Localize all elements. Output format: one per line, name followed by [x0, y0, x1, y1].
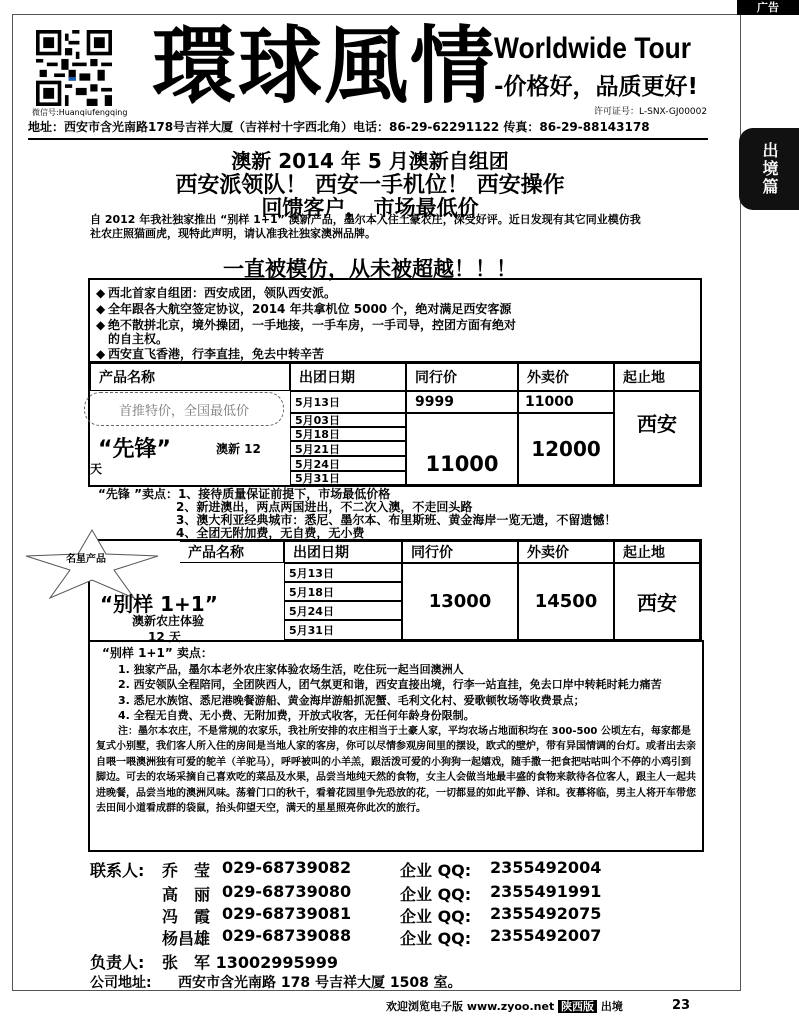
- retail-price: 12000: [518, 413, 614, 485]
- peer-price-special: 9999: [406, 391, 518, 413]
- footer-text[interactable]: 欢迎浏览电子版 www.zyoo.net: [386, 1000, 555, 1013]
- intro-text: 自 2012 年我社独家推出 “别样 1+1” 澳新产品，墨尔本入住土豪农庄，深受好评。近日发现有其它同业模仿我社农庄照猫画虎，现特此声明，请认准我社独家澳洲品牌。: [90, 213, 641, 240]
- edition-badge: 陕西版: [558, 1000, 597, 1013]
- qr-code-icon: [36, 30, 112, 106]
- product-1-days: 天: [90, 462, 103, 476]
- th-product: 产品名称: [180, 541, 284, 563]
- brand-slogan: -价格好，品质更好!: [494, 74, 699, 100]
- date-cell: 5月21日: [290, 441, 406, 456]
- special-price-stamp: 首推特价，全国最低价: [84, 392, 284, 426]
- footer: [386, 998, 623, 1014]
- features-title: “别样 1+1” 卖点：: [102, 646, 213, 660]
- feature-item: 4. 全程无自费、无小费、无附加费，开放式收客，无任何年龄身份限制。: [118, 709, 475, 722]
- diamond-icon: ◆: [96, 347, 106, 361]
- qq-label: 企业 QQ:: [400, 929, 472, 948]
- th-date: 出团日期: [290, 363, 406, 391]
- page-number: 23: [672, 998, 691, 1013]
- slogan: 一直被模仿，从未被超越！！！: [223, 257, 517, 281]
- qq-label: 企业 QQ:: [400, 907, 472, 926]
- qq-number: 2355491991: [490, 882, 602, 901]
- headline-2: 西安派领队！ 西安一手机位！ 西安操作: [175, 173, 565, 198]
- qq-number: 2355492075: [490, 904, 602, 923]
- brand-english: Worldwide Tour: [494, 32, 692, 65]
- farm-note: 注：墨尔本农庄，不是常规的农家乐，我社所安排的农庄相当于土豪人家，平均农场占地面积均在 300-500 公顷左右，每家都是复式小别墅，我们客人所入住的房间是当地人家的客房，你可以尽情参观房间里的摆设，欧式的壁炉，带有异国情调的台灯。或者出去亲自喂一喂澳洲独有可爱的鸵羊（羊驼马），呼呼被叫的小羊羔，跟活泼可爱的小狗狗一起嬉戏，随手撒一把食把咕咕叫个不停的小鸡引到脚边。可去的农场采摘自己喜欢吃的菜品及水果，品尝当地纯天然的食物，女主人会做当地最丰盛的食物来款待各位客人，跟主人一起共进晚餐，品尝当地的澳洲风味。荡着门口的秋千，看着花园里争先恐放的花，一切都显的如此平静、详和。夜幕将临，男主人将开车带您去田间小道看成群的袋鼠，抬头仰望天空，满天的星星照亮你此次的旅行。: [96, 725, 696, 814]
- th-peer-price: 同行价: [402, 541, 518, 563]
- peer-price: 13000: [402, 563, 518, 640]
- star-product-label: 名星产品: [66, 554, 106, 565]
- info-bullet: ◆ 全年跟各大航空签定协议，2014 年共拿机位 5000 个，绝对满足西安客源: [96, 302, 512, 316]
- selling-point: 3、澳大利亚经典城市：悉尼、墨尔本、布里斯班、黄金海岸一览无遗，不留遗憾！: [176, 513, 617, 527]
- qq-number: 2355492007: [490, 926, 602, 945]
- company-label: 公司地址:: [90, 975, 152, 991]
- headline-1: 澳新 2014 年 5 月澳新自组团: [231, 149, 509, 173]
- th-peer-price: 同行价: [406, 363, 518, 391]
- date-cell: 5月18日: [290, 427, 406, 441]
- date-cell: 5月13日: [290, 391, 406, 413]
- contact-phone: 029-68739081: [222, 904, 352, 923]
- ad-tag: 广告: [737, 0, 799, 15]
- headline-3: 回馈客户， 市场最低价: [261, 196, 479, 220]
- date-cell: 5月24日: [284, 601, 402, 620]
- th-retail-price: 外卖价: [518, 363, 614, 391]
- qq-label: 企业 QQ:: [400, 885, 472, 904]
- contact-phone: 029-68739080: [222, 882, 352, 901]
- selling-point: “先锋 ”卖点：1、接待质量保证前提下，市场最低价格: [98, 487, 391, 501]
- peer-price: 11000: [406, 413, 518, 485]
- brand-name: 環球風情: [152, 16, 497, 115]
- section-tab: 出境篇: [739, 128, 799, 210]
- qq-number: 2355492004: [490, 858, 602, 877]
- manager-label: 负责人:: [90, 953, 145, 972]
- th-product: 产品名称: [90, 363, 290, 391]
- origin-cell: 西安: [614, 391, 700, 485]
- info-box: [88, 278, 702, 364]
- product-1-name: “先锋”: [98, 437, 171, 462]
- company-address: 西安市含光南路 178 号吉祥大厦 1508 室。: [178, 975, 462, 991]
- selling-point: 2、新进澳出，两点两国进出，不二次入澳，不走回头路: [176, 500, 473, 514]
- product-2-days: 12 天: [148, 630, 181, 644]
- info-bullet-cont: 的自主权。: [108, 332, 169, 346]
- info-bullet: ◆ 绝不散拼北京，境外操团，一手地接，一手车房，一手司导，控团方面有绝对: [96, 318, 517, 332]
- info-bullet: ◆ 西北首家自组团：西安成团，领队西安派。: [96, 286, 337, 300]
- contact-phone: 029-68739088: [222, 926, 352, 945]
- contact-name: 高 丽: [162, 885, 211, 904]
- info-bullet: ◆ 西安直飞香港，行李直挂，免去中转辛苦: [96, 347, 325, 361]
- contact-name: 乔 莹: [162, 861, 211, 880]
- product-1-selling-points: [98, 488, 616, 540]
- retail-price-special: 11000: [518, 391, 614, 413]
- wechat-id: 微信号:Huanqiufengqing: [32, 108, 128, 117]
- product-2-features: [96, 646, 696, 817]
- th-retail-price: 外卖价: [518, 541, 614, 563]
- diamond-icon: ◆: [96, 318, 106, 332]
- th-date: 出团日期: [284, 541, 402, 563]
- date-cell: 5月24日: [290, 456, 406, 471]
- retail-price: 14500: [518, 563, 614, 640]
- diamond-icon: ◆: [96, 302, 106, 316]
- product-2-name: “别样 1+1”: [100, 592, 218, 616]
- product-1-sub: 澳新 12: [216, 442, 261, 456]
- date-cell: 5月03日: [290, 413, 406, 427]
- footer-section: 出境: [600, 1000, 623, 1013]
- feature-item: 3. 悉尼水族馆、悉尼港晚餐游船、黄金海岸游船抓泥蟹、毛利文化村、爱歌顿牧场等收费景点；: [118, 693, 585, 707]
- contact-phone: 029-68739082: [222, 858, 352, 877]
- date-cell: 5月13日: [284, 563, 402, 582]
- diamond-icon: ◆: [96, 286, 106, 300]
- th-origin: 起止地: [614, 363, 700, 391]
- origin-cell: 西安: [614, 563, 700, 640]
- th-origin: 起止地: [614, 541, 700, 563]
- contact-name: 冯 霞: [162, 907, 211, 926]
- feature-item: 2. 西安领队全程陪同，全团陕西人，团气氛更和谐，西安直接出境，行李一站直挂，免去口岸中转耗时耗力痛苦: [118, 678, 662, 691]
- manager-contact: 张 军 13002995999: [162, 953, 339, 972]
- product-2-sub: 澳新农庄体验: [132, 614, 205, 628]
- contact-name: 杨昌雄: [162, 929, 211, 948]
- address-bar: 地址：西安市含光南路178号吉祥大厦（吉祥村十字西北角）电话：86-29-62291122 传真：86-29-88143178: [28, 118, 708, 140]
- date-cell: 5月31日: [290, 471, 406, 485]
- contacts-label: 联系人:: [90, 861, 145, 880]
- selling-point: 4、全团无附加费，无自费，无小费: [176, 526, 365, 540]
- date-cell: 5月31日: [284, 620, 402, 640]
- date-cell: 5月18日: [284, 582, 402, 601]
- feature-item: 1. 独家产品，墨尔本老外农庄家体验农场生活，吃住玩一起当回澳洲人: [118, 662, 464, 676]
- license-number: 许可证号：L-SNX-GJ00002: [594, 107, 708, 117]
- qq-label: 企业 QQ:: [400, 861, 472, 880]
